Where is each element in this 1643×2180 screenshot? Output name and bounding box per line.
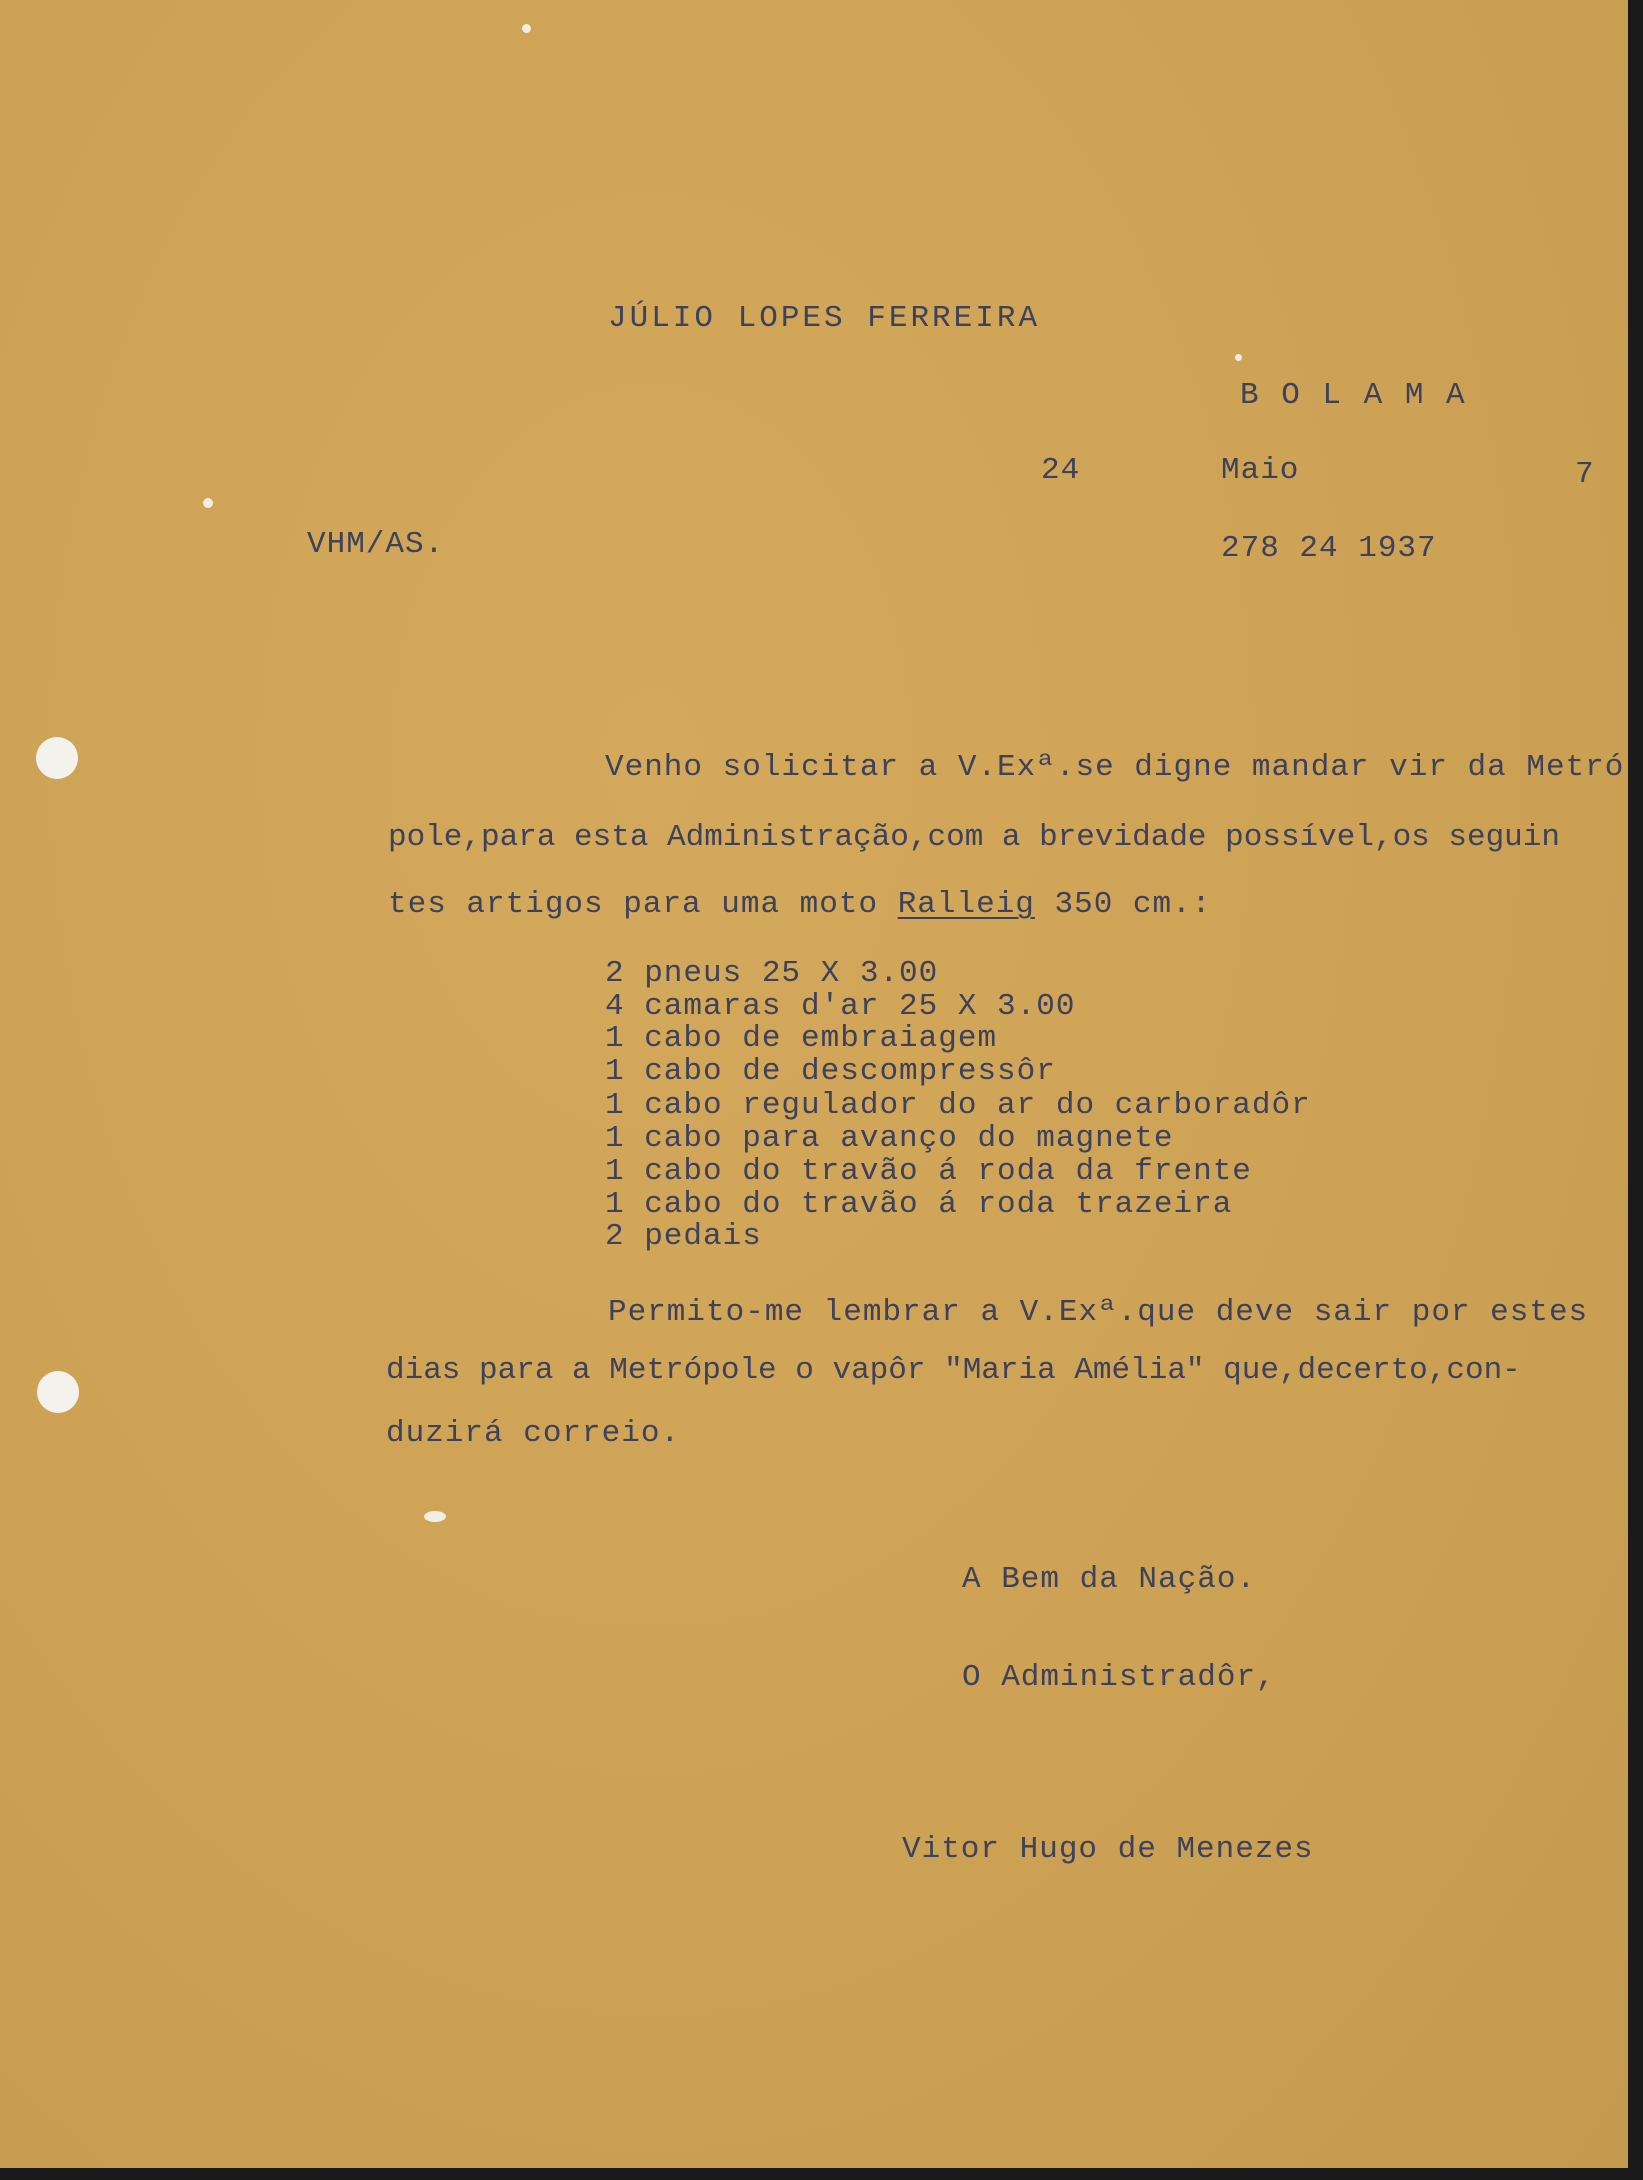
body-line-3-prefix: tes artigos para uma moto: [388, 887, 898, 922]
closing-line-3: duzirá correio.: [386, 1416, 681, 1451]
page-number: 7: [1575, 457, 1595, 492]
date-month: Maio: [1221, 453, 1300, 488]
body-line-3-suffix: 350 cm.:: [1034, 887, 1212, 922]
date-day: 24: [1041, 453, 1081, 488]
closing-line-2: dias para a Metrópole o vapôr "Maria Amélia" que,decerto,con-: [386, 1353, 1521, 1388]
body-line-1: Venho solicitar a V.Exª.se digne mandar vir da Metró: [605, 750, 1625, 785]
paper-speck: [203, 498, 213, 508]
signatory-title: O Administradôr,: [962, 1660, 1276, 1695]
body-line-3: [388, 889, 1211, 920]
list-item: 1 cabo de embraiagem: [605, 1021, 998, 1056]
list-item: 1 cabo para avanço do magnete: [605, 1121, 1174, 1156]
list-item: 1 cabo regulador do ar do carboradôr: [605, 1088, 1311, 1123]
punch-hole-top: [36, 737, 78, 779]
list-item: 1 cabo do travão á roda da frente: [605, 1154, 1252, 1189]
place-name: B O L A M A: [1240, 378, 1467, 413]
motorcycle-brand: Ralleig: [897, 887, 1035, 922]
list-item: 2 pedais: [605, 1219, 762, 1254]
addressee-heading: JÚLIO LOPES FERREIRA: [608, 301, 1041, 336]
list-item: 1 cabo de descompressôr: [605, 1054, 1056, 1089]
body-line-2: pole,para esta Administração,com a brevidade possível,os seguin: [388, 820, 1560, 855]
reference-numbers: 278 24 1937: [1221, 531, 1437, 566]
list-item: 2 pneus 25 X 3.00: [605, 956, 939, 991]
closing-line-1: Permito-me lembrar a V.Exª.que deve sair por estes: [608, 1295, 1589, 1330]
punch-hole-bottom: [37, 1371, 79, 1413]
signatory-name: Vitor Hugo de Menezes: [902, 1832, 1314, 1867]
paper-speck: [1235, 354, 1242, 361]
list-item: 4 camaras d'ar 25 X 3.00: [605, 989, 1076, 1024]
list-item: 1 cabo do travão á roda trazeira: [605, 1187, 1233, 1222]
paper-speck: [522, 24, 531, 33]
salutation: A Bem da Nação.: [962, 1562, 1257, 1597]
initials: VHM/AS.: [307, 527, 445, 562]
paper-speck: [424, 1511, 446, 1522]
